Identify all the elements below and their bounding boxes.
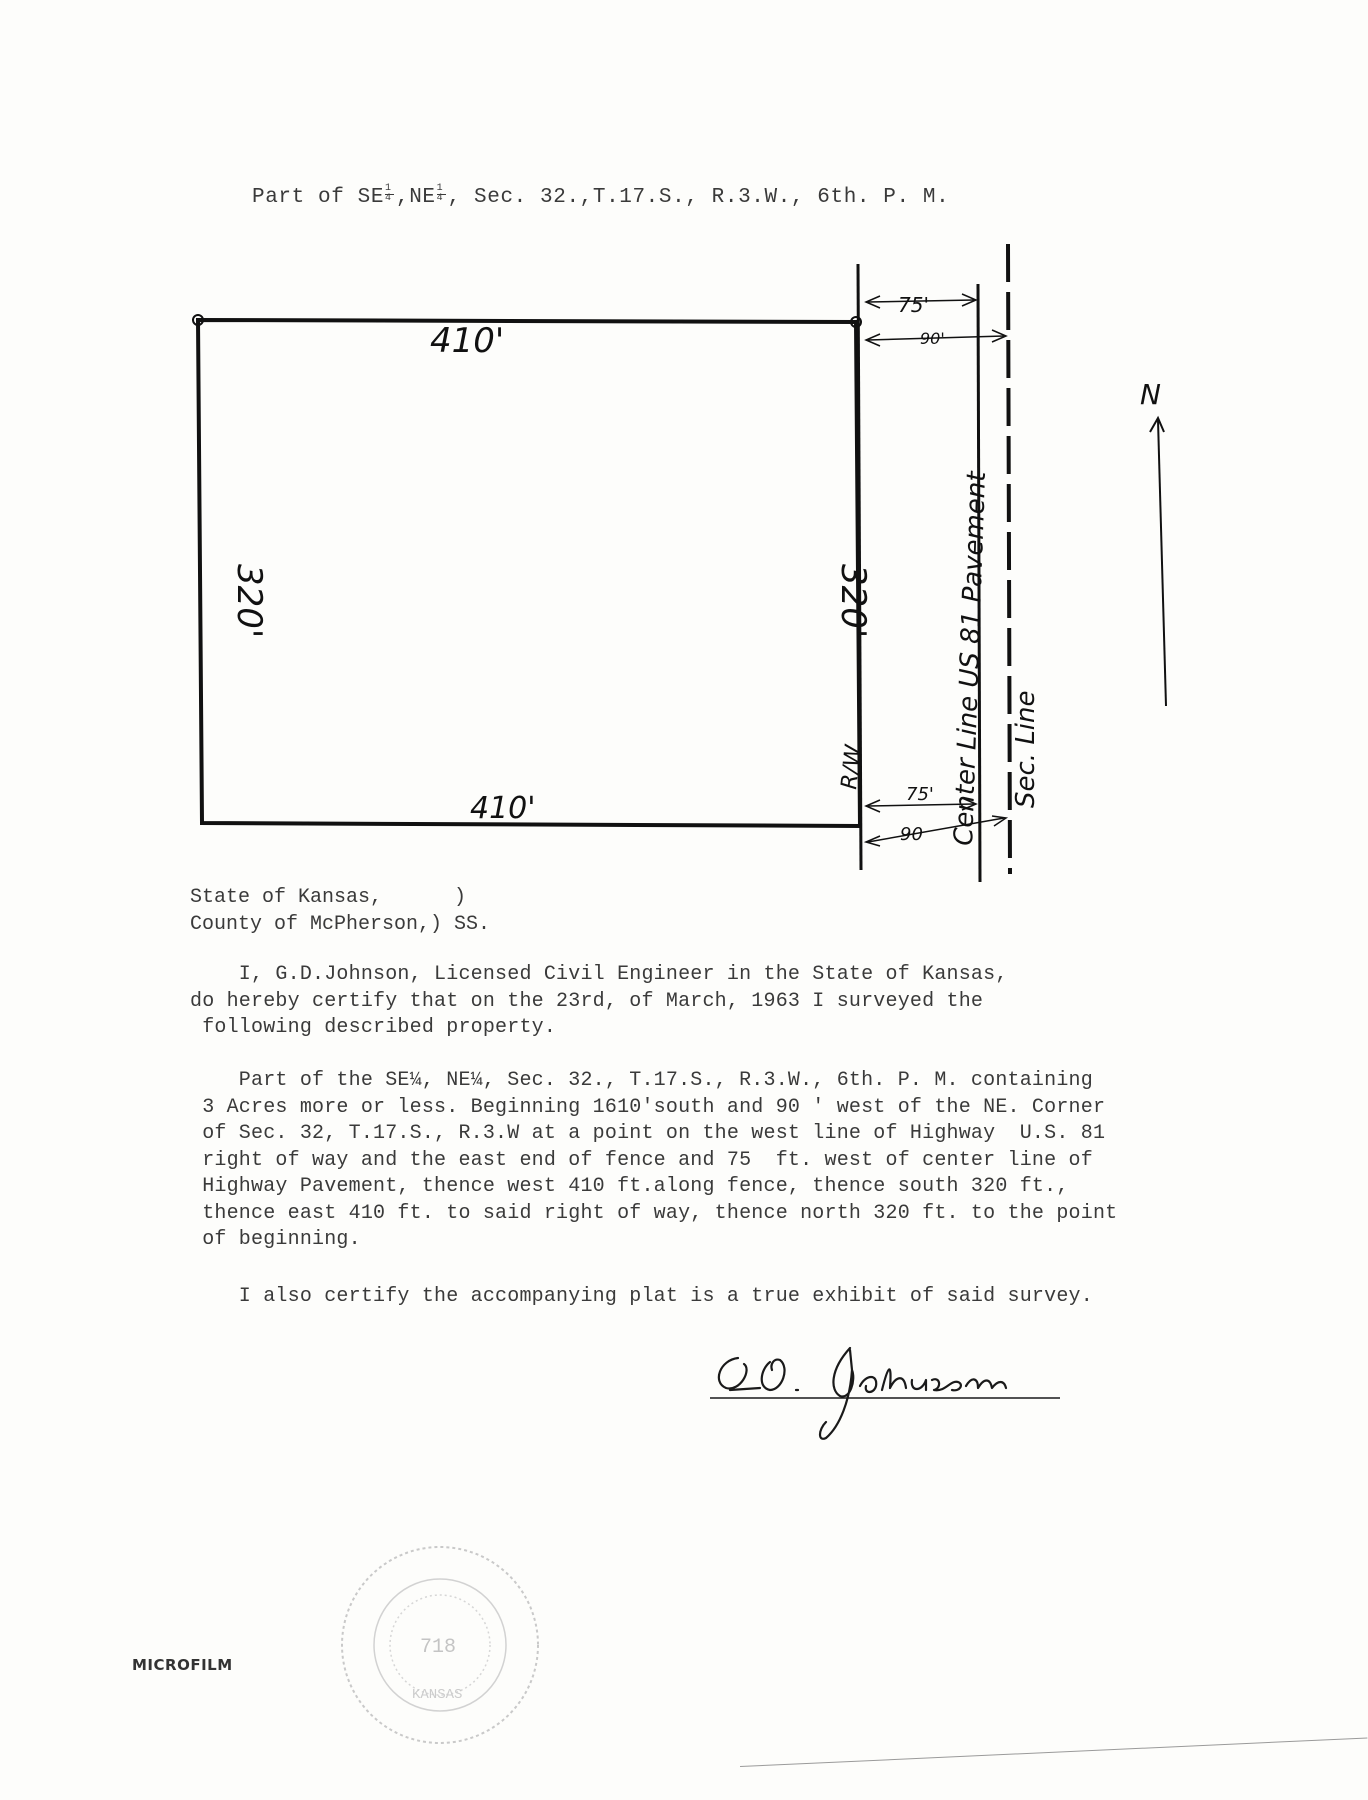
section-line (1008, 244, 1010, 874)
svg-text:718: 718 (420, 1636, 457, 1659)
north-arrow-icon (1158, 420, 1166, 706)
fraction-one-quarter-2: $\frac{1}{4}$ (436, 186, 448, 204)
distance-75-bottom-label: 75' (906, 784, 934, 805)
venue-block: State of Kansas, ) County of McPherson,) SS. (190, 886, 491, 936)
center-line-label: Center Line US 81 Pavement (949, 471, 993, 847)
section-line-label: Sec. Line (1011, 690, 1041, 808)
plat-certification-paragraph: I also certify the accompanying plat is a true exhibit of said survey. (190, 1285, 1093, 1308)
distance-90-top-label: 90' (920, 329, 945, 348)
scan-edge-line (740, 1738, 1367, 1767)
svg-text:KANSAS: KANSAS (412, 1687, 463, 1703)
seal-image (320, 1540, 560, 1750)
distance-90-bottom-label: 90 (900, 824, 923, 845)
fraction-one-quarter: $\frac{1}{4}$ (384, 186, 396, 204)
document-heading: Part of SE $\frac{1}{4}$ ,NE $\frac{1}{4}$ , Sec. 32.,T.17.S., R.3.W., 6th. P. M. (252, 183, 950, 209)
arrowhead-icon (1150, 418, 1164, 432)
right-length-label: 320' (833, 564, 873, 639)
arrowhead-icon (992, 816, 1006, 826)
dimension-line-bottom-90 (868, 818, 1004, 842)
parcel-boundary (198, 320, 860, 826)
signature (700, 1330, 1080, 1440)
certification-paragraph: I, G.D.Johnson, Licensed Civil Engineer in the State of Kansas, do hereby certify that on the 23rd, of March, 1963 I surveyed the following described property. (190, 963, 1008, 1039)
left-length-label: 320' (229, 564, 269, 639)
signature-image (700, 1330, 1080, 1440)
top-length-label: 410' (430, 321, 505, 361)
microfilm-label: MICROFILM (132, 1656, 233, 1674)
north-label: N (1140, 378, 1161, 411)
right-of-way-label: R/W (837, 743, 867, 791)
bottom-length-label: 410' (470, 791, 536, 826)
embossed-seal (320, 1540, 560, 1750)
distance-75-top-label: 75' (898, 293, 929, 317)
legal-description-paragraph: Part of the SE¼, NE¼, Sec. 32., T.17.S., R.3.W., 6th. P. M. containing 3 Acres more or less. Beginning 1610'south and 90 ' west of the NE. Corner of Sec. 32, T.17.S., R.3.W at a point on the west line of Highway U.S. 81 right of way and the east end of fence and 75 ft. west of center line of Highway Pavement, thence west 410 ft.along fence, thence south 320 ft., thence east 410 ft. to said right of way, thence north 320 ft. to the point of beginning. (190, 1069, 1118, 1251)
